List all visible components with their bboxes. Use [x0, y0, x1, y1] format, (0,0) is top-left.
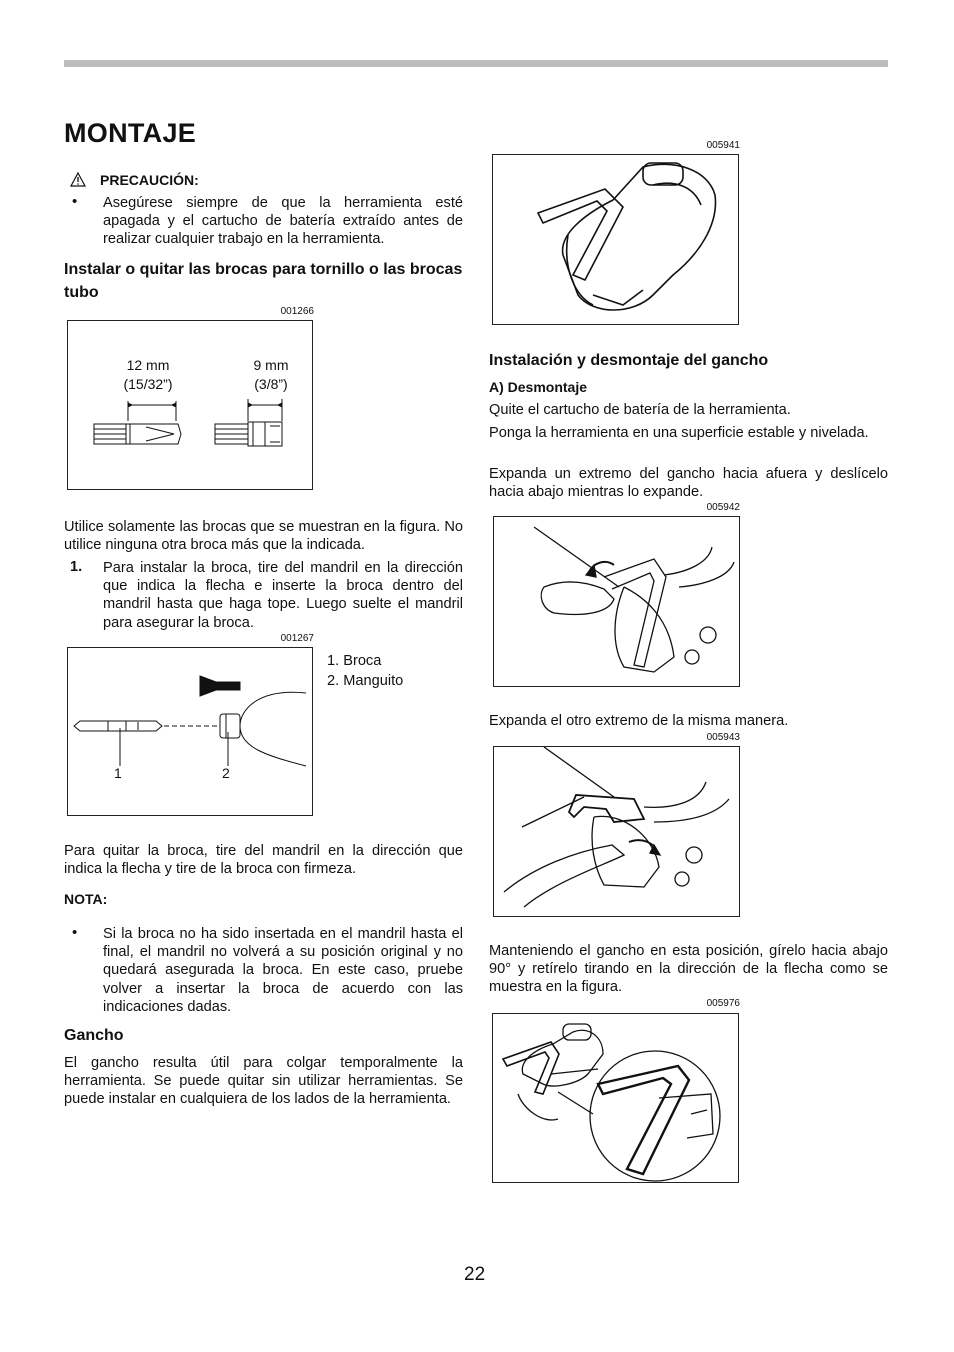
- figure-bit-insertion: [67, 647, 313, 816]
- bullet-icon: •: [72, 193, 78, 210]
- figure-bit-sizes: [67, 320, 313, 490]
- bit-size-right: [236, 356, 306, 394]
- section-heading-hook-install: Instalación y desmontaje del gancho: [489, 352, 769, 369]
- figure-code: 005943: [706, 732, 740, 743]
- step-number: 1.: [70, 559, 83, 575]
- figure-code: 005941: [706, 140, 740, 151]
- legend-manguito: 2. Manguito: [327, 673, 404, 689]
- bit-size-left-inch: (15/32”): [123, 376, 173, 392]
- bits-illustration: [68, 321, 312, 489]
- figure-rotate-hook: [493, 746, 740, 917]
- caution-text: Asegúrese siempre de que la herramienta esté apagada y el cartucho de batería extraído antes de realizar cualquier trabajo en la herramienta.: [103, 195, 463, 248]
- top-rule: [64, 60, 888, 67]
- figure-code: 005976: [706, 998, 740, 1009]
- figure-expand-hook: [493, 516, 740, 687]
- callout-2: 2: [222, 765, 230, 781]
- hook-tool-illustration: [493, 155, 738, 324]
- removal-step-1: Quite el cartucho de batería de la herramienta.: [489, 402, 791, 418]
- step-1-text: Para instalar la broca, tire del mandril en la dirección que indica la flecha e inserte la broca dentro del mandril hasta que haga tope. Luego suelte el mandril para asegurar la broca.: [103, 560, 463, 631]
- expand-hook-illustration: [494, 517, 739, 686]
- rotate-hook-text: Manteniendo el gancho en esta posición, gírelo hacia abajo 90° y retírelo tirando en la dirección de la flecha como se muestra en la figura.: [489, 943, 888, 996]
- note-text: Si la broca no ha sido insertada en el mandril hasta el final, el mandril no volverá a su posición original y no quedará asegurada la broca. En este caso, pruebe volver a insertar la broca de acuerdo con las indicaciones dadas.: [103, 926, 463, 1015]
- bit-size-right-mm: 9 mm: [253, 357, 289, 373]
- hook-text: El gancho resulta útil para colgar temporalmente la herramienta. Se puede quitar sin utilizar herramientas. Se puede instalar en cualquiera de los lados de la herramienta.: [64, 1055, 463, 1108]
- bits-intro: Utilice solamente las brocas que se muestran en la figura. No utilice ninguna otra broca más que la indicada.: [64, 519, 463, 554]
- remove-hook-illustration: [493, 1014, 738, 1182]
- note-label: NOTA:: [64, 891, 108, 907]
- remove-bit-text: Para quitar la broca, tire del mandril en la dirección que indica la flecha y tire de la broca con firmeza.: [64, 843, 463, 878]
- bit-size-right-inch: (3/8”): [254, 376, 288, 392]
- expand-other-end: Expanda el otro extremo de la misma manera.: [489, 713, 789, 729]
- figure-code: 001267: [280, 633, 314, 644]
- bit-size-left-mm: 12 mm: [126, 357, 170, 373]
- legend-broca: 1. Broca: [327, 653, 382, 669]
- callout-1: 1: [114, 765, 122, 781]
- bit-size-left: [108, 356, 188, 394]
- section-heading-bits: Instalar o quitar las brocas para tornillo o las brocas tubo: [64, 261, 463, 301]
- figure-code: 001266: [280, 306, 314, 317]
- caution-label: PRECAUCIÓN:: [100, 172, 199, 188]
- removal-step-2: Ponga la herramienta en una superficie estable y nivelada.: [489, 425, 869, 441]
- page-title: MONTAJE: [64, 118, 197, 148]
- subheading-removal: A) Desmontaje: [489, 379, 588, 395]
- warning-icon: [70, 172, 86, 187]
- page-number: 22: [464, 1264, 486, 1285]
- figure-remove-hook: [492, 1013, 739, 1183]
- figure-legend: [327, 651, 403, 691]
- figure-hook-tool: [492, 154, 739, 325]
- figure-code: 005942: [706, 502, 740, 513]
- rotate-hook-illustration: [494, 747, 739, 916]
- bullet-icon: •: [72, 924, 78, 941]
- section-heading-hook: Gancho: [64, 1027, 124, 1044]
- bit-insertion-illustration: [68, 648, 312, 815]
- removal-step-3: Expanda un extremo del gancho hacia afuera y deslícelo hacia abajo mientras lo expande.: [489, 466, 888, 501]
